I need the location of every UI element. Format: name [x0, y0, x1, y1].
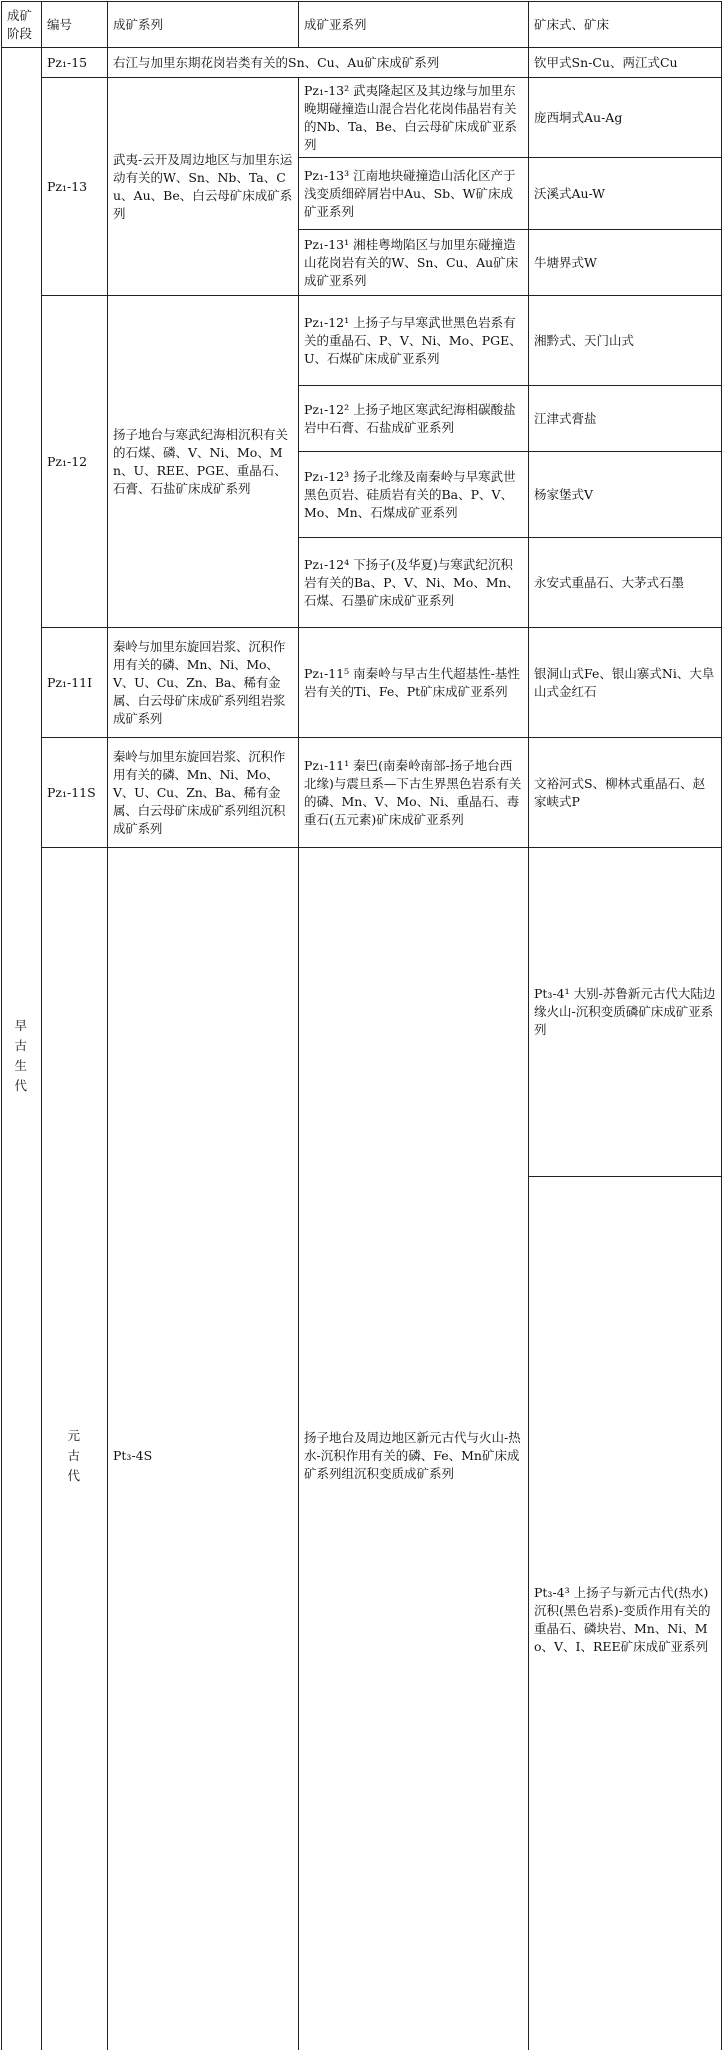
deposit-cell: 江津式膏盐 [529, 386, 722, 452]
header-code: 编号 [42, 2, 108, 48]
table-row [2, 628, 722, 738]
deposit-cell: 沃溪式Au-W [529, 158, 722, 230]
deposit-cell: 钦甲式Sn-Cu、两江式Cu [529, 48, 722, 78]
header-stage: 成矿阶段 [2, 2, 42, 48]
table-row [2, 48, 722, 78]
code-cell: Pz₁-11S [42, 738, 108, 848]
table-container [1, 1, 721, 1024]
code-cell: Pt₃-4S [108, 848, 299, 2050]
series-cell: 秦岭与加里东旋回岩浆、沉积作用有关的磷、Mn、Ni、Mo、V、U、Cu、Zn、Ba、稀有金属、白云母矿床成矿系列组岩浆成矿系列 [108, 628, 299, 738]
subseries-cell: Pt₃-4¹ 大别-苏鲁新元古代大陆边缘火山-沉积变质磷矿床成矿亚系列 [529, 848, 722, 1177]
stage-label: 早古生代 [15, 1016, 29, 1096]
code-cell: Pz₁-12 [42, 296, 108, 628]
subseries-cell: Pz₁-13² 武夷隆起区及其边缘与加里东晚期碰撞造山混合岩化花岗伟晶岩有关的Nb、Ta、Be、白云母矿床成矿亚系列 [299, 78, 529, 158]
series-cell: 右江与加里东期花岗岩类有关的Sn、Cu、Au矿床成矿系列 [108, 48, 529, 78]
stage-label: 元古代 [68, 1426, 82, 1486]
code-cell: Pz₁-13 [42, 78, 108, 296]
subseries-cell: Pz₁-11¹ 秦巴(南秦岭南部-扬子地台西北缘)与震旦系—下古生界黑色岩系有关的磷、Mn、V、Mo、Ni、重晶石、毒重石(五元素)矿床成矿亚系列 [299, 738, 529, 848]
series-cell: 秦岭与加里东旋回岩浆、沉积作用有关的磷、Mn、Ni、Mo、V、U、Cu、Zn、Ba、稀有金属、白云母矿床成矿系列组沉积成矿系列 [108, 738, 299, 848]
subseries-cell: Pz₁-12² 上扬子地区寒武纪海相碳酸盐岩中石膏、石盐成矿亚系列 [299, 386, 529, 452]
deposit-cell: 永安式重晶石、大茅式石墨 [529, 538, 722, 628]
table-row [2, 738, 722, 848]
header-subseries: 成矿亚系列 [299, 2, 529, 48]
stage-cell-early-paleozoic [2, 48, 42, 2050]
subseries-cell: Pt₃-4³ 上扬子与新元古代(热水)沉积(黑色岩系)-变质作用有关的重晶石、磷块岩、Mn、Ni、Mo、V、I、REE矿床成矿亚系列 [529, 1177, 722, 2050]
ore-series-table [1, 1, 722, 2050]
series-cell: 扬子地台与寒武纪海相沉积有关的石煤、磷、V、Ni、Mo、Mn、U、REE、PGE、重晶石、石膏、石盐矿床成矿系列 [108, 296, 299, 628]
deposit-cell: 杨家堡式V [529, 452, 722, 538]
header-row [2, 2, 722, 48]
table-row [2, 78, 722, 158]
subseries-cell: Pz₁-12⁴ 下扬子(及华夏)与寒武纪沉积岩有关的Ba、P、V、Ni、Mo、Mn、石煤、石墨矿床成矿亚系列 [299, 538, 529, 628]
subseries-cell: Pz₁-11⁵ 南秦岭与早古生代超基性-基性岩有关的Ti、Fe、Pt矿床成矿亚系列 [299, 628, 529, 738]
deposit-cell: 湘黔式、天门山式 [529, 296, 722, 386]
table-row [2, 296, 722, 386]
deposit-cell: 银洞山式Fe、银山寨式Ni、大阜山式金红石 [529, 628, 722, 738]
deposit-cell: 牛塘界式W [529, 230, 722, 296]
subseries-cell: Pz₁-12¹ 上扬子与早寒武世黑色岩系有关的重晶石、P、V、Ni、Mo、PGE、U、石煤矿床成矿亚系列 [299, 296, 529, 386]
header-deposit: 矿床式、矿床 [529, 2, 722, 48]
subseries-cell: Pz₁-13¹ 湘桂粤坳陷区与加里东碰撞造山花岗岩有关的W、Sn、Cu、Au矿床成矿亚系列 [299, 230, 529, 296]
deposit-cell: 庞西垌式Au-Ag [529, 78, 722, 158]
code-cell: Pz₁-11I [42, 628, 108, 738]
series-cell: 扬子地台及周边地区新元古代与火山-热水-沉积作用有关的磷、Fe、Mn矿床成矿系列组沉积变质成矿系列 [299, 848, 529, 2050]
deposit-cell: 文裕河式S、柳林式重晶石、赵家峡式P [529, 738, 722, 848]
subseries-cell: Pz₁-12³ 扬子北缘及南秦岭与早寒武世黑色页岩、硅质岩有关的Ba、P、V、Mo、Mn、石煤成矿亚系列 [299, 452, 529, 538]
series-cell: 武夷-云开及周边地区与加里东运动有关的W、Sn、Nb、Ta、Cu、Au、Be、白云母矿床成矿系列 [108, 78, 299, 296]
header-series: 成矿系列 [108, 2, 299, 48]
table-row [2, 848, 722, 1177]
stage-cell-neoproterozoic [42, 848, 108, 2050]
subseries-cell: Pz₁-13³ 江南地块碰撞造山活化区产于浅变质细碎屑岩中Au、Sb、W矿床成矿亚系列 [299, 158, 529, 230]
code-cell: Pz₁-15 [42, 48, 108, 78]
